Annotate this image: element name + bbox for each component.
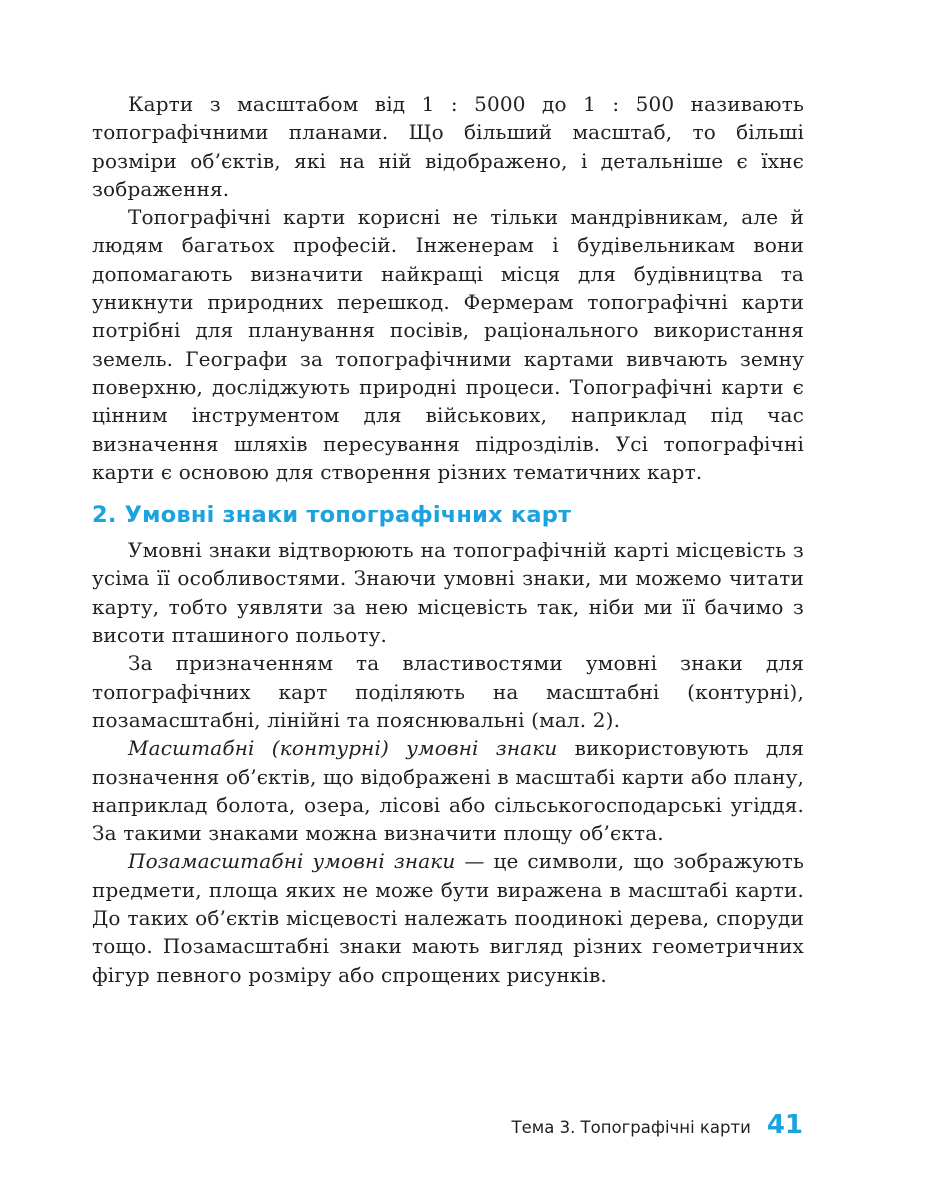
section-title: Умовні знаки топографічних карт [124, 502, 572, 529]
term-scale-signs: Масштабні (контурні) умовні знаки [128, 736, 558, 761]
section-number: 2. [92, 502, 117, 529]
footer-topic: Тема 3. Топографічні карти [511, 1118, 751, 1137]
page-number: 41 [766, 1110, 803, 1140]
paragraph-sign-types: За призначенням та властивостями умовні знаки для топографічних карт поділяють на масштабні (контурні), позамасштабні, лінійні та пояснювальні (мал. 2). [92, 651, 804, 732]
section-heading [92, 500, 804, 530]
paragraph-conventional-signs: Умовні знаки відтворюють на топографічній карті місцевість з усіма її особливостями. Знаючи умовні знаки, ми можемо читати карту, тобто уявляти за нею місцевість так, ніби ми її бачимо з висоти пташиного польоту. [92, 538, 804, 648]
paragraph-scale-signs [92, 734, 804, 847]
paragraph-uses-of-maps: Топографічні карти корисні не тільки мандрівникам, але й людям багатьох професій. Інженерам і будівельникам вони допомагають визначити найкращі місця для будівництва та уникнути природних перешкод. Фермерам топографічні карти потрібні для планування посівів, раціонального використання земель. Географи за топографічними картами вивчають земну поверхню, досліджують природні процеси. Топографічні карти є цінним інструментом для військових, наприклад під час визначення шляхів пересування підрозділів. Усі топографічні карти є основою для створення різних тематичних карт. [92, 205, 804, 484]
offscale-signs-text: — це символи, що зображують предмети, площа яких не може бути виражена в масштабі карти. До таких об’єктів місцевості належать поодинокі дерева, споруди тощо. Позамасштабні знаки мають вигляд різних геометричних фігур певного розміру або спрощених рисунків. [92, 849, 804, 987]
term-offscale-signs: Позамасштабні умовні знаки [128, 849, 456, 874]
paragraph-offscale-signs [92, 847, 804, 988]
page-footer [512, 1110, 803, 1140]
paragraph-topographic-plans: Карти з масштабом від 1 : 5000 до 1 : 500 називають топографічними планами. Що більший масштаб, то більші розміри об’єктів, які на ній відображено, і детальніше є їхнє зображення. [92, 92, 804, 201]
page-content [92, 90, 804, 989]
scale-signs-text: використовують для позначення об’єктів, що відображені в масштабі карти або плану, наприклад болота, озера, лісові або сільськогосподарські угіддя. За такими знаками можна визначити площу об’єкта. [92, 736, 804, 846]
